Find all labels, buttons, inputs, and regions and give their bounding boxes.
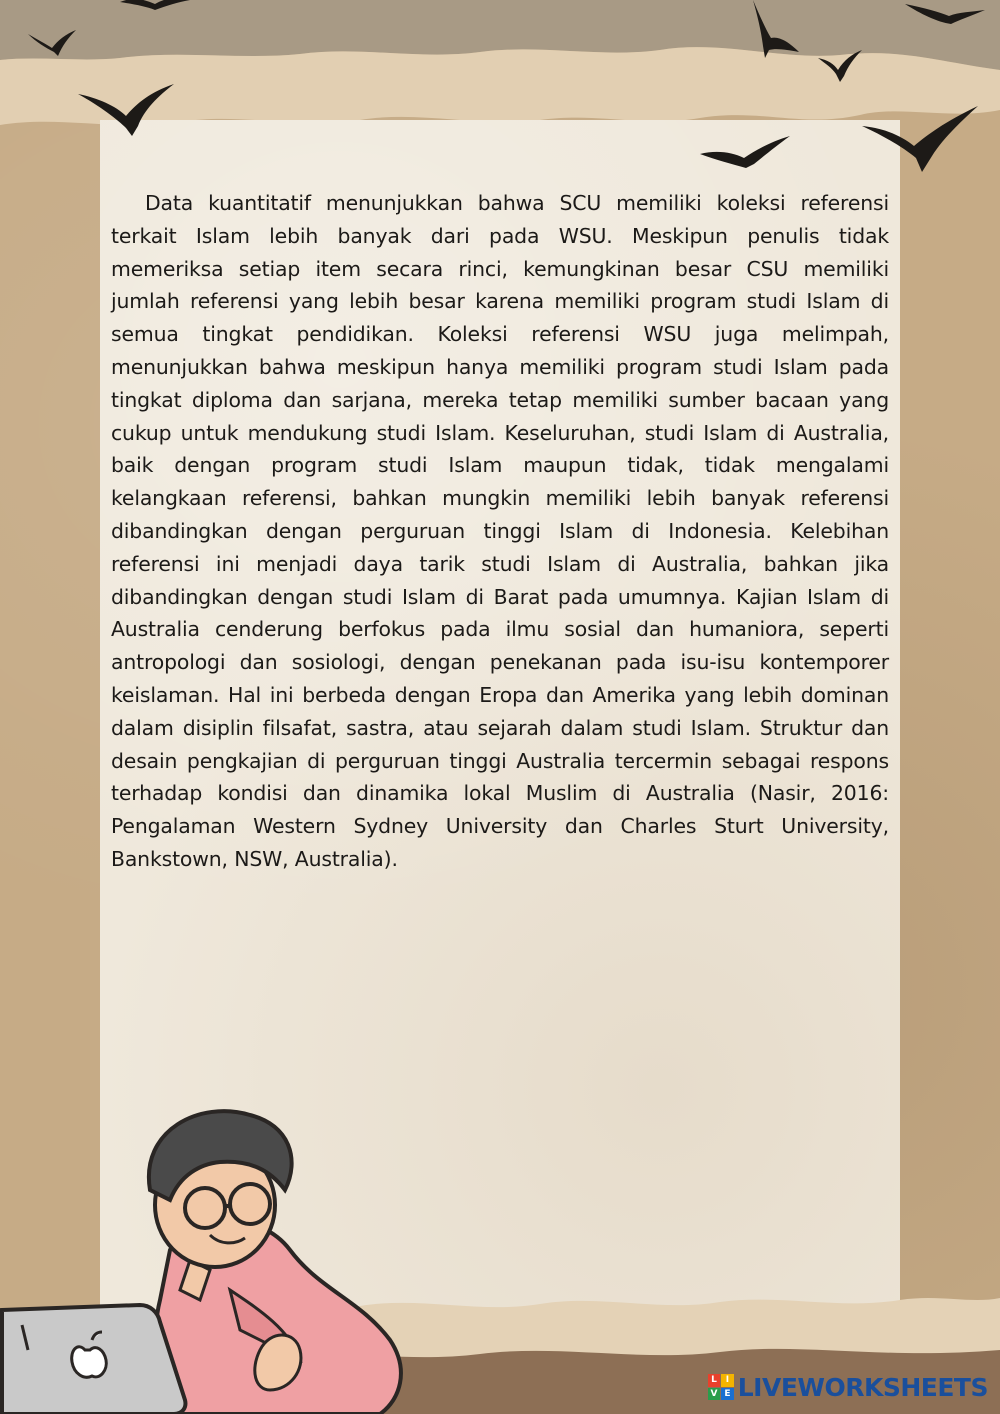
bird-icon: [120, 0, 190, 14]
liveworksheets-logo-icon: [708, 1374, 734, 1400]
bird-icon: [28, 30, 78, 62]
bird-icon: [78, 80, 178, 138]
bird-icon: [862, 106, 978, 172]
logo-letter: E: [721, 1388, 734, 1401]
bird-icon: [745, 0, 805, 60]
person-with-laptop-illustration: [0, 1100, 430, 1414]
brand-name: LIVEWORKSHEETS: [737, 1372, 988, 1402]
bird-icon: [905, 0, 985, 26]
logo-letter: I: [721, 1374, 734, 1387]
bird-icon: [700, 136, 790, 168]
liveworksheets-branding[interactable]: [708, 1370, 988, 1404]
body-paragraph: Data kuantitatif menunjukkan bahwa SCU memiliki koleksi referensi terkait Islam lebih banyak dari pada WSU. Meskipun penulis tidak memeriksa setiap item secara rinci, kemungkinan besar CSU memiliki jumlah referensi yang lebih besar karena memiliki program studi Islam di semua tingkat pendidikan. Koleksi referensi WSU juga melimpah, menunjukkan bahwa meskipun hanya memiliki program studi Islam pada tingkat diploma dan sarjana, mereka tetap memiliki sumber bacaan yang cukup untuk mendukung studi Islam. Keseluruhan, studi Islam di Australia, baik dengan program studi Islam maupun tidak, tidak mengalami kelangkaan referensi, bahkan mungkin memiliki lebih banyak referensi dibandingkan dengan perguruan tinggi Islam di Indonesia. Kelebihan referensi ini menjadi daya tarik studi Islam di Australia, bahkan jika dibandingkan dengan studi Islam di Barat pada umumnya. Kajian Islam di Australia cenderung berfokus pada ilmu sosial dan humaniora, seperti antropologi dan sosiologi, dengan penekanan pada isu-isu kontemporer keislaman. Hal ini berbeda dengan Eropa dan Amerika yang lebih dominan dalam disiplin filsafat, sastra, atau sejarah dalam studi Islam. Struktur dan desain pengkajian di perguruan tinggi Australia tercermin sebagai respons terhadap kondisi dan dinamika lokal Muslim di Australia (Nasir, 2016: Pengalaman Western Sydney University dan Charles Sturt University, Bankstown, NSW, Australia).: [111, 191, 889, 871]
logo-letter: L: [708, 1374, 721, 1387]
bird-icon: [818, 50, 862, 82]
logo-letter: V: [708, 1388, 721, 1401]
